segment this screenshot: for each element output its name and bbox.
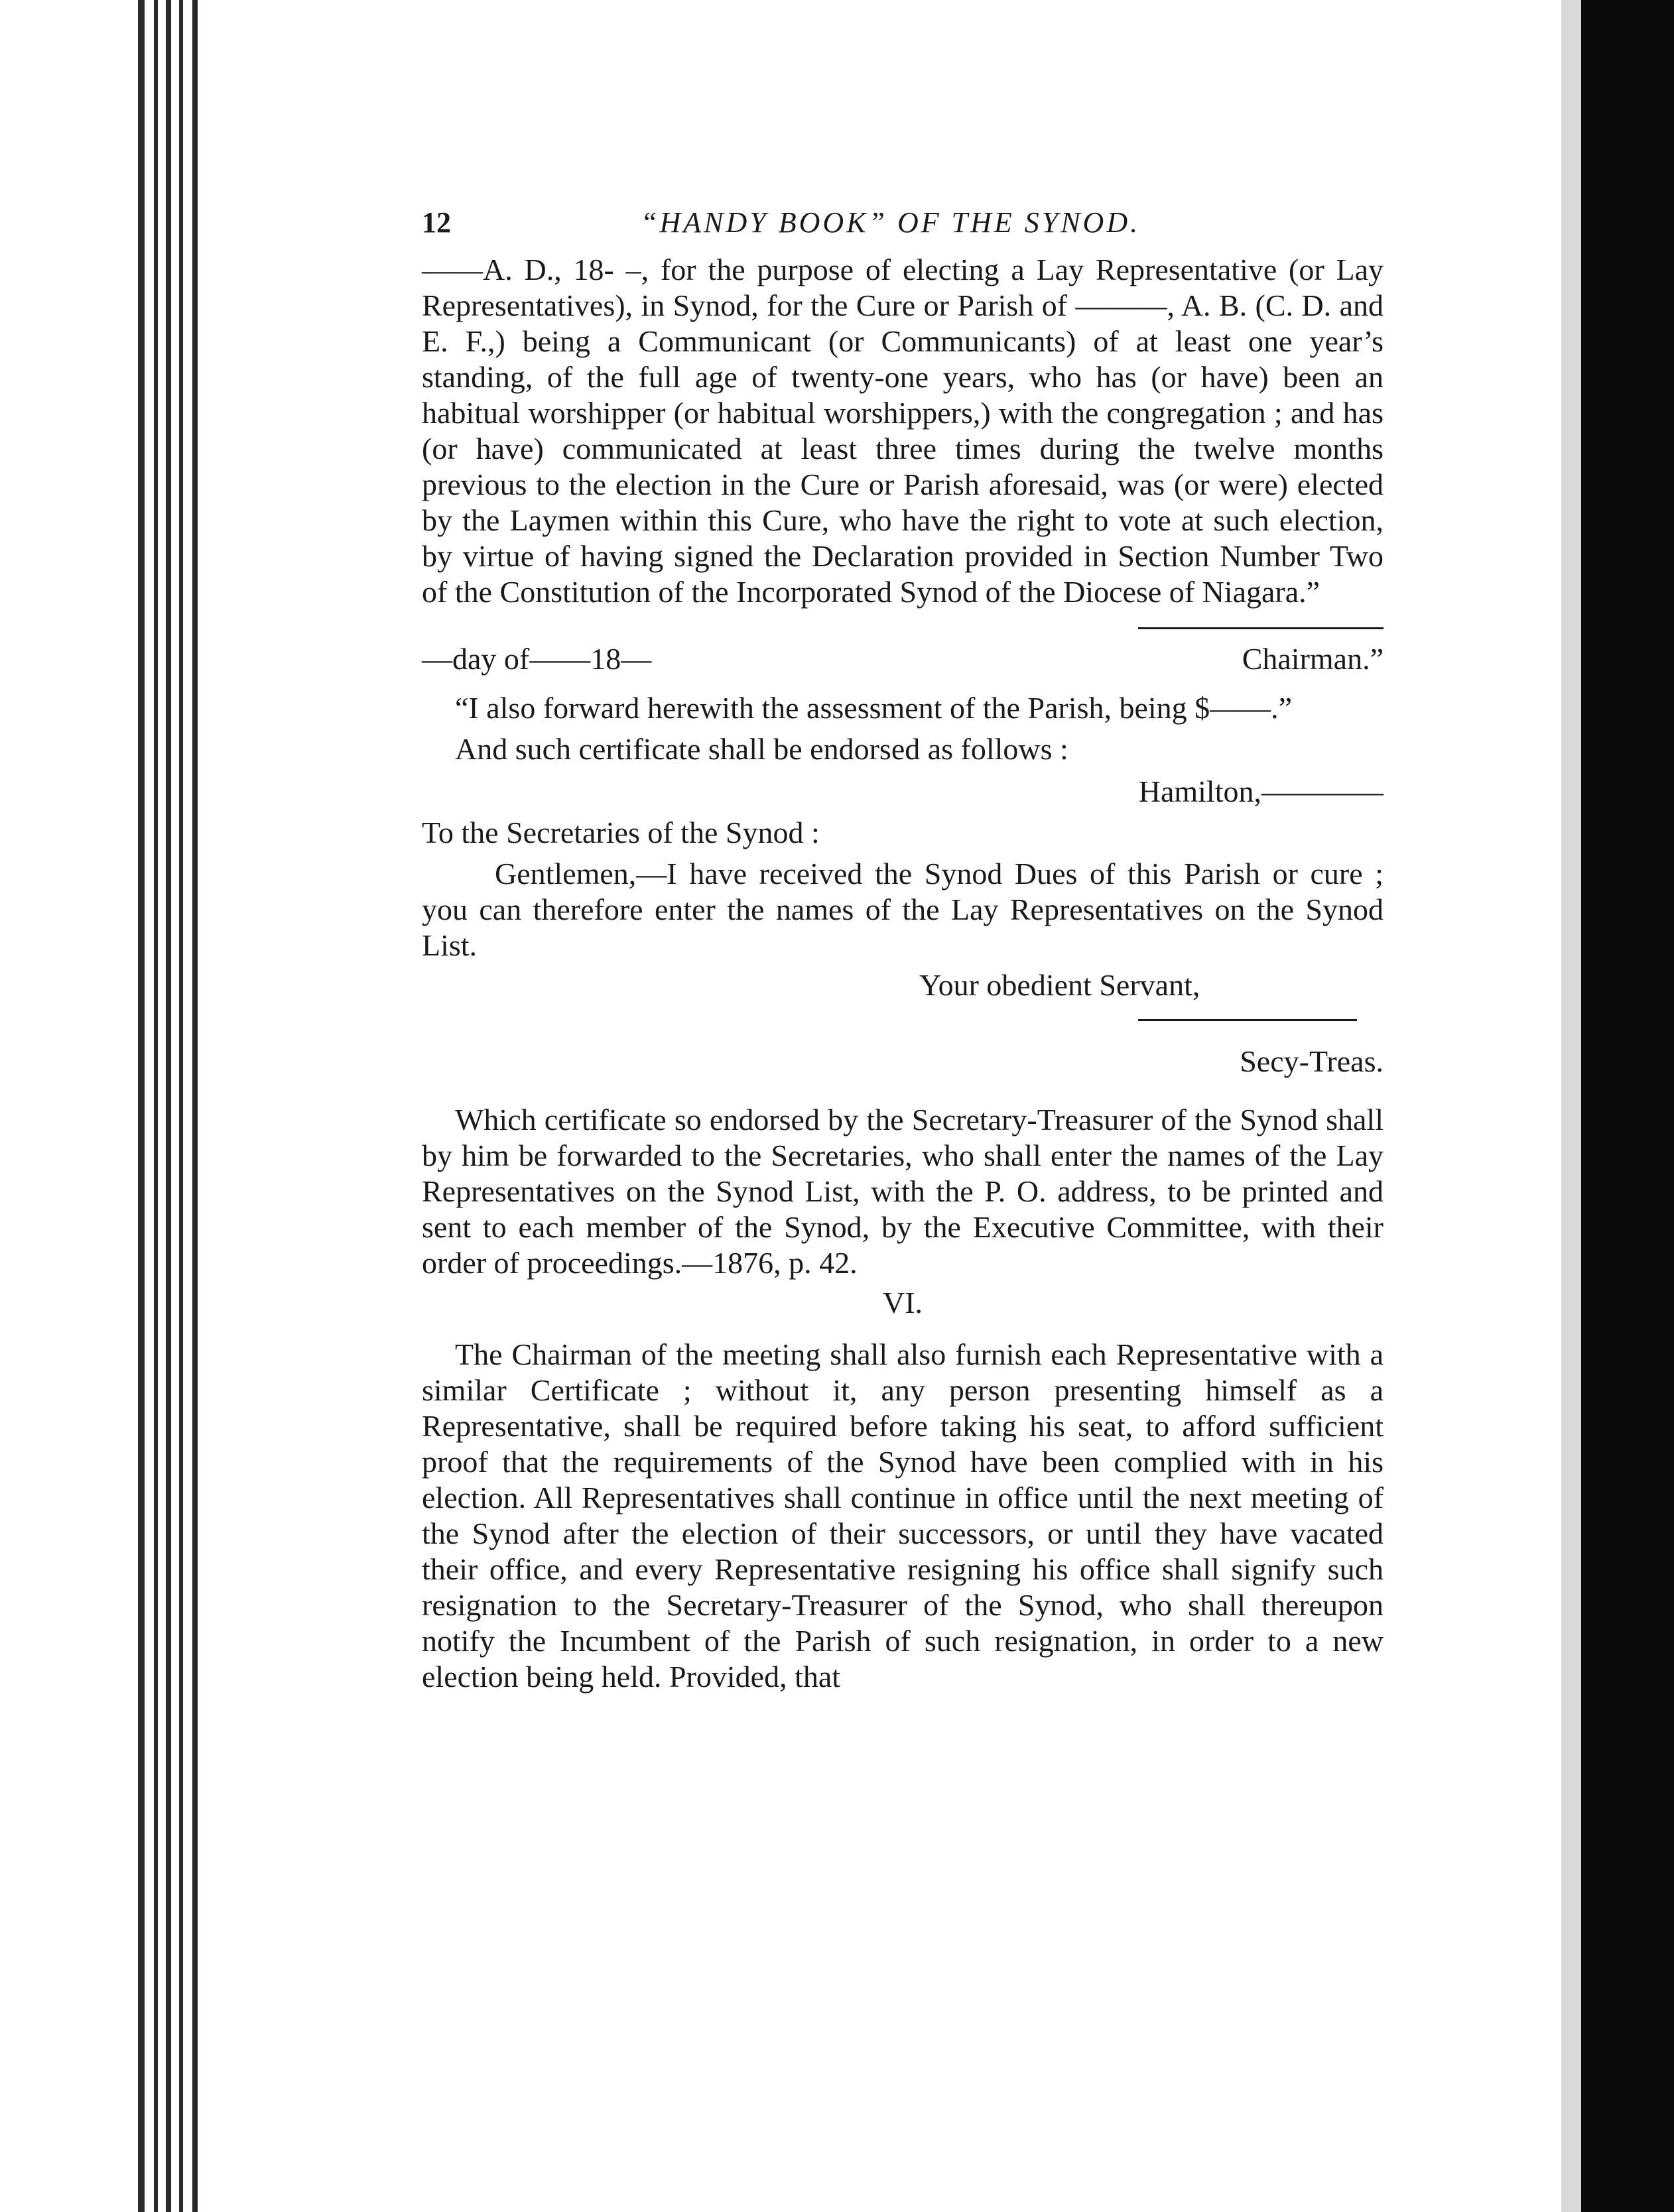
running-header xyxy=(422,199,1384,252)
body-text xyxy=(422,252,1384,1695)
page-edge-line xyxy=(192,0,198,2212)
signature-line xyxy=(1138,627,1384,640)
chairman-signoff: Chairman.” xyxy=(1242,642,1384,676)
page-edge-dark xyxy=(1581,0,1674,2212)
place-line: Hamilton,———— xyxy=(1138,774,1384,808)
page-edge-shadow xyxy=(1561,0,1581,2212)
page-edge-line xyxy=(166,0,171,2212)
chairman-paragraph: The Chairman of the meeting shall also furnish each Representative with a similar Certificate ; without it, any person presenting himself as a Representative, shall be required before taking his seat, to afford sufficient proof that the requirements of the Synod have been complied with in his election. All Representatives shall continue in office until the next meeting of the Synod after the election of their successors, or until they have vacated their office, and every Representative resigning his office shall signify such resignation to the Secretary-Treasurer of the Synod, who shall thereupon notify the Incumbent of the Parish of such resignation, in order to a new election being held. Provided, that xyxy=(422,1337,1384,1693)
running-title: “HANDY BOOK” OF THE SYNOD. xyxy=(641,206,1141,239)
page-edge-line xyxy=(179,0,183,2212)
page-number: 12 xyxy=(422,206,451,239)
date-line: —day of——18— xyxy=(422,642,652,676)
endorse-intro: And such certificate shall be endorsed as follows : xyxy=(455,732,1068,766)
addressee: To the Secretaries of the Synod : xyxy=(422,816,820,849)
book-page xyxy=(422,199,1384,1695)
secy-treas-signoff: Secy-Treas. xyxy=(1240,1044,1384,1078)
closing-line: Your obedient Servant, xyxy=(919,968,1200,1002)
form-paragraph: ——A. D., 18- –, for the purpose of electing a Lay Representative (or Lay Representatives), in Synod, for the Cure or Parish of ———, A. B. (C. D. and E. F.,) being a Communicant (or Communicants) of at least one year’s standing, of the full age of twenty-one years, who has (or have) been an habitual worshipper (or habitual worshippers,) with the congregation ; and has (or have) communicated at least three times during the twelve months previous to the election in the Cure or Parish aforesaid, was (or were) elected by the Laymen within this Cure, who have the right to vote at such election, by virtue of having signed the Declaration provided in Section Number Two of the Constitution of the Incorporated Synod of the Diocese of Niagara.” xyxy=(422,253,1384,609)
page-edge-line xyxy=(138,0,145,2212)
gentlemen-paragraph: Gentlemen,—I have received the Synod Dues of this Parish or cure ; you can therefore enter the names of the Lay Representatives on the Synod List. xyxy=(422,857,1384,962)
page-edge-line xyxy=(154,0,158,2212)
which-paragraph: Which certificate so endorsed by the Secretary-Treasurer of the Synod shall by him be forwarded to the Secretaries, who shall enter the names of the Lay Representatives on the Synod List, with the P. O. address, to be printed and sent to each member of the Synod, by the Executive Committee, with their order of proceedings.—1876, p. 42. xyxy=(422,1103,1384,1280)
date-chairman-row xyxy=(422,641,1384,677)
section-heading: VI. xyxy=(882,1286,923,1320)
assessment-paragraph: “I also forward herewith the assessment of the Parish, being $——.” xyxy=(455,691,1293,725)
signature-line xyxy=(1138,1019,1357,1032)
